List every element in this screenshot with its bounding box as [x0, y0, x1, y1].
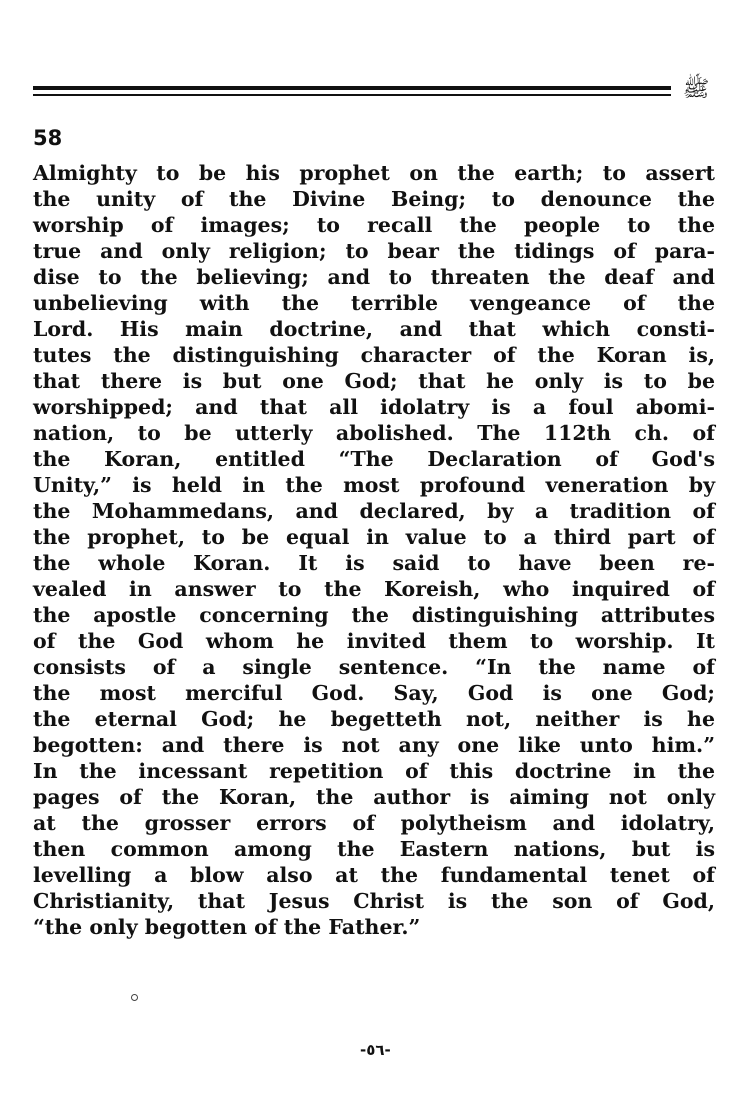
text-line: the whole Koran. It is said to have been re-	[33, 551, 715, 575]
small-circle-mark	[131, 994, 138, 1001]
text-line: the Mohammedans, and declared, by a tradition of	[33, 499, 715, 523]
text-line: nation, to be utterly abolished. The 112th ch. of	[33, 421, 715, 445]
text-line: the most merciful God. Say, God is one God;	[33, 681, 715, 705]
header-seal-icon: ﷺ	[682, 77, 710, 102]
text-line: that there is but one God; that he only is to be	[33, 369, 715, 393]
text-line: the eternal God; he begetteth not, neither is he	[33, 707, 715, 731]
body-paragraph	[33, 160, 715, 940]
page-number: 58	[33, 126, 63, 150]
text-line: then common among the Eastern nations, but is	[33, 837, 715, 861]
text-line: true and only religion; to bear the tidings of para-	[33, 239, 715, 263]
text-line: levelling a blow also at the fundamental tenet of	[33, 863, 715, 887]
text-line: dise to the believing; and to threaten the deaf and	[33, 265, 715, 289]
text-line: tutes the distinguishing character of the Koran is,	[33, 343, 715, 367]
text-line: the unity of the Divine Being; to denounce the	[33, 187, 715, 211]
text-line: vealed in answer to the Koreish, who inquired of	[33, 577, 715, 601]
text-line: unbelieving with the terrible vengeance of the	[33, 291, 715, 315]
text-line: In the incessant repetition of this doctrine in the	[33, 759, 715, 783]
header-rule-thin	[33, 94, 671, 96]
text-line: Lord. His main doctrine, and that which consti-	[33, 317, 715, 341]
text-line: worship of images; to recall the people to the	[33, 213, 715, 237]
text-line: worshipped; and that all idolatry is a foul abomi-	[33, 395, 715, 419]
text-line: “the only begotten of the Father.”	[33, 915, 421, 939]
text-line: pages of the Koran, the author is aiming not only	[33, 785, 715, 809]
text-line: consists of a single sentence. “In the name of	[33, 655, 715, 679]
text-line: at the grosser errors of polytheism and idolatry,	[33, 811, 715, 835]
text-line: Almighty to be his prophet on the earth; to assert	[33, 161, 715, 185]
text-line: begotten: and there is not any one like unto him.”	[33, 733, 715, 757]
header-rule-thick	[33, 86, 671, 90]
text-line: the Koran, entitled “The Declaration of God's	[33, 447, 715, 471]
text-line: the prophet, to be equal in value to a third part of	[33, 525, 715, 549]
text-line: Unity,” is held in the most profound veneration by	[33, 473, 715, 497]
text-line: the apostle concerning the distinguishing attributes	[33, 603, 715, 627]
text-line: of the God whom he invited them to worship. It	[33, 629, 715, 653]
footer-page-number: -٥٦-	[360, 1041, 391, 1059]
text-line: Christianity, that Jesus Christ is the son of God,	[33, 889, 715, 913]
